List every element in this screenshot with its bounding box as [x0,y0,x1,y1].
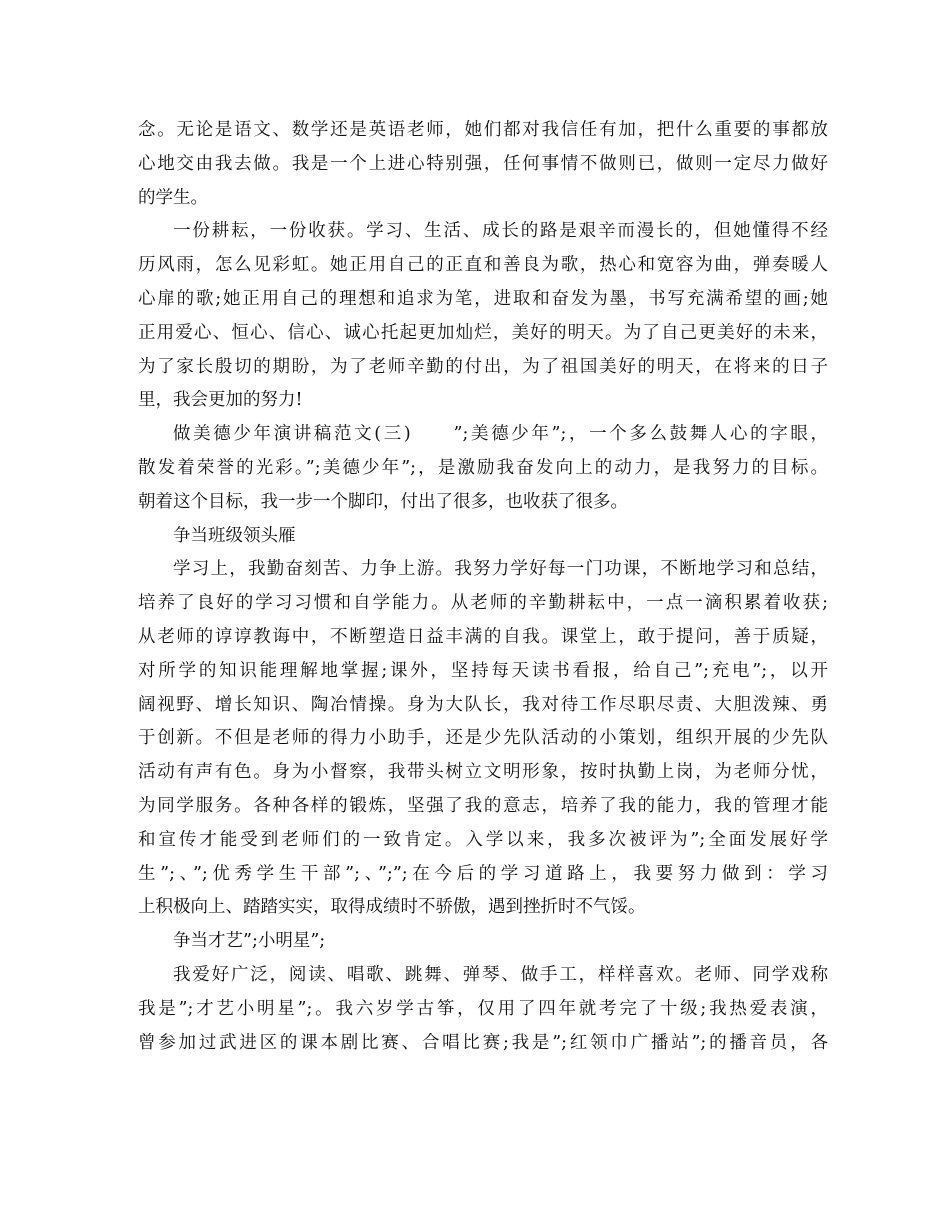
text-line: 争当才艺”;小明星”; [173,931,326,952]
text-line: 和宣传才能受到老师们的一致肯定。入学以来，我多次被评为”;全面发展好学 [138,829,828,850]
text-line: 上积极向上、踏踏实实，取得成绩时不骄傲，遇到挫折时不气馁。 [138,897,646,918]
text-line: 为同学服务。各种各样的锻炼，坚强了我的意志，培养了我的能力，我的管理才能 [138,795,828,816]
text-line: 散发着荣誉的光彩。”;美德少年”;，是激励我奋发向上的动力，是我努力的目标。 [138,457,828,478]
text-line: 里，我会更加的努力! [138,390,303,411]
text-line: 正用爱心、恒心、信心、诚心托起更加灿烂，美好的明天。为了自己更美好的未来， [138,322,828,343]
text-line: 我是”;才艺小明星”;。我六岁学古筝，仅用了四年就考完了十级;我热爱表演， [138,998,828,1019]
text-line: 为了家长殷切的期盼，为了老师辛勤的付出，为了祖国美好的明天，在将来的日子 [138,356,828,377]
text-line: 学习上，我勤奋刻苦、力争上游。我努力学好每一门功课，不断地学习和总结， [173,559,828,580]
text-line: 活动有声有色。身为小督察，我带头树立文明形象，按时执勤上岗，为老师分忧， [138,762,828,783]
text-line: 对所学的知识能理解地掌握;课外，坚持每天读书看报，给自己”;充电”;，以开 [138,660,828,681]
text-line: 曾参加过武进区的课本剧比赛、合唱比赛;我是”;红领巾广播站”;的播音员，各 [138,1032,828,1053]
text-line: 争当班级领头雁 [173,525,296,546]
text-line: 于创新。不但是老师的得力小助手，还是少先队活动的小策划，组织开展的少先队 [138,728,828,749]
text-line: 心地交由我去做。我是一个上进心特别强，任何事情不做则已，做则一定尽力做好 [138,153,828,174]
text-line: 心扉的歌;她正用自己的理想和追求为笔，进取和奋发为墨，书写充满希望的画;她 [138,288,828,309]
text-line: 从老师的谆谆教诲中，不断塑造日益丰满的自我。课堂上，敢于提问，善于质疑， [138,626,828,647]
text-line: 念。无论是语文、数学还是英语老师，她们都对我信任有加，把什么重要的事都放 [138,120,828,140]
text-line: 历风雨，怎么见彩虹。她正用自己的正直和善良为歌，热心和宽容为曲，弹奏暖人 [138,255,828,276]
text-line: 做美德少年演讲稿范文(三) ”;美德少年”;，一个多么鼓舞人心的字眼， [173,424,828,445]
text-line: 生”;、”;优秀学生干部”;、”;”;在今后的学习道路上，我要努力做到：学习 [138,863,828,884]
text-line: 的学生。 [138,187,208,208]
text-line: 阔视野、增长知识、陶冶情操。身为大队长，我对待工作尽职尽责、大胆泼辣、勇 [138,694,828,715]
document-body [138,114,828,1060]
text-line: 一份耕耘，一份收获。学习、生活、成长的路是艰辛而漫长的，但她懂得不经 [173,221,828,242]
text-line: 我爱好广泛，阅读、唱歌、跳舞、弹琴、做手工，样样喜欢。老师、同学戏称 [173,964,828,985]
text-line: 培养了良好的学习习惯和自学能力。从老师的辛勤耕耘中，一点一滴积累着收获; [138,593,828,614]
text-line: 朝着这个目标，我一步一个脚印，付出了很多，也收获了很多。 [138,491,628,512]
